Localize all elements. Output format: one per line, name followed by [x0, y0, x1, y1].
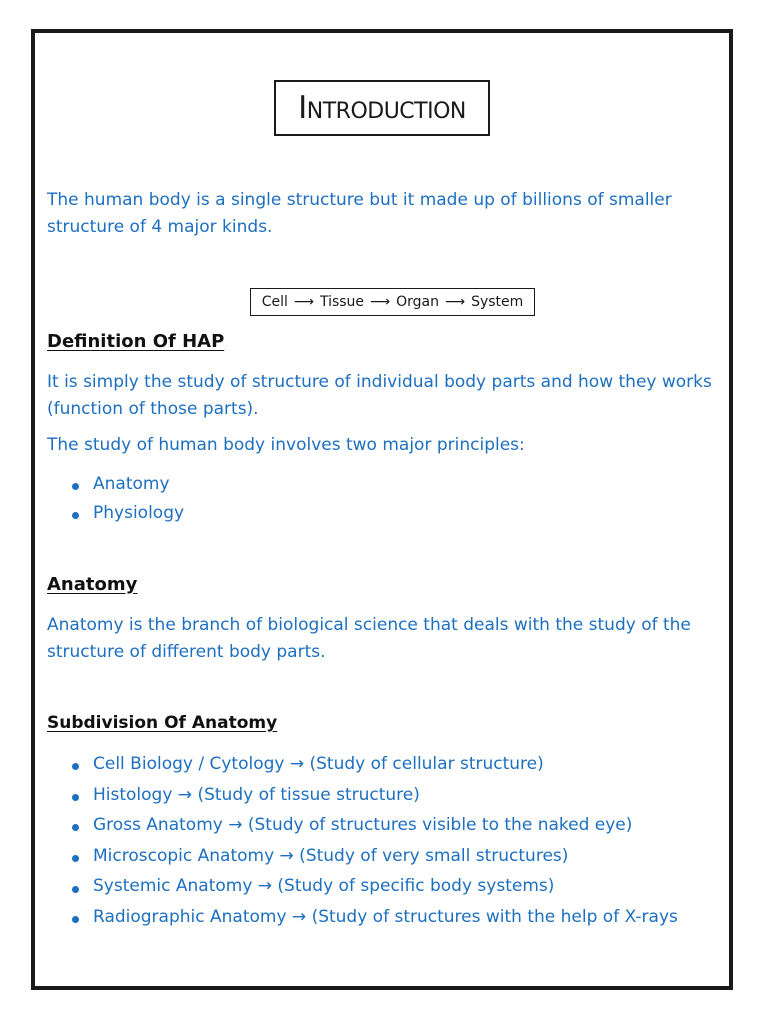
right-arrow-icon: ⟶ — [445, 294, 466, 310]
definition-paragraph: It is simply the study of structure of individual body parts and how they works (function of those parts). — [47, 372, 712, 419]
intro-paragraph: The human body is a single structure but it made up of billions of smaller structure of 4 major kinds. — [47, 190, 672, 237]
list-item: Radiographic Anatomy → (Study of structures with the help of X-rays — [47, 904, 678, 935]
definition-heading: Definition Of HAP — [47, 331, 225, 352]
flow-system: System — [471, 294, 524, 310]
list-item: Microscopic Anatomy → (Study of very small structures) — [47, 843, 678, 874]
list-item: Gross Anatomy → (Study of structures visible to the naked eye) — [47, 812, 678, 843]
list-item: Systemic Anatomy → (Study of specific body systems) — [47, 873, 678, 904]
principles-list — [47, 471, 184, 529]
list-item: Cell Biology / Cytology → (Study of cellular structure) — [47, 751, 678, 782]
list-item: Physiology — [47, 500, 184, 529]
flow-cell: Cell — [261, 294, 288, 310]
anatomy-paragraph: Anatomy is the branch of biological science that deals with the study of the structure of different body parts. — [47, 615, 691, 662]
subdivision-list — [47, 751, 678, 935]
cell-to-system-flow — [250, 288, 535, 316]
subdivision-heading: Subdivision Of Anatomy — [47, 713, 278, 733]
page-title: Introduction — [274, 80, 490, 136]
right-arrow-icon: ⟶ — [293, 294, 314, 310]
list-item: Anatomy — [47, 471, 184, 500]
right-arrow-icon: ⟶ — [370, 294, 391, 310]
list-item: Histology → (Study of tissue structure) — [47, 782, 678, 813]
flow-tissue: Tissue — [319, 294, 365, 310]
anatomy-heading: Anatomy — [47, 574, 138, 595]
principles-intro: The study of human body involves two major principles: — [47, 435, 525, 455]
flow-organ: Organ — [396, 294, 439, 310]
